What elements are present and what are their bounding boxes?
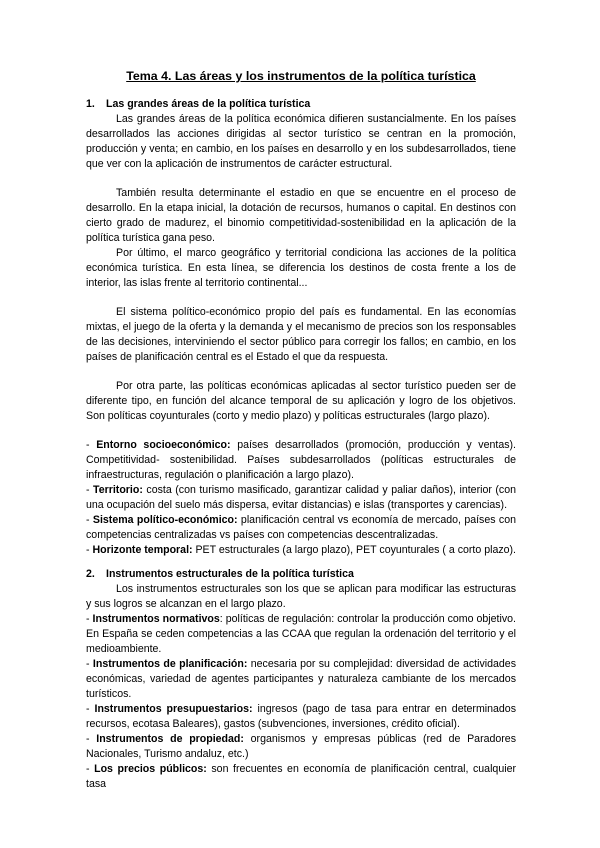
- list-item: - Entorno socioeconómico: países desarrollados (promoción, producción y ventas). Competitividad- sostenibilidad. Países subdesarrollados (políticas estructurales de infraestructuras, regulación o planificación a largo plazo).: [86, 439, 516, 481]
- paragraph-5: Por otra parte, las políticas económicas aplicadas al sector turístico pueden ser de diferente tipo, en función del alcance temporal de su aplicación y logro de los objetivos. Son políticas coyunturales (corto y medio plazo) y políticas estructurales (largo plazo).: [86, 380, 516, 422]
- paragraph-2: También resulta determinante el estadio en que se encuentre en el proceso de desarrollo. En la etapa inicial, la dotación de recursos, humanos o capital. En destinos con cierto grado de madurez, el binomio competitividad-sostenibilidad en la aplicación de la política turística gana peso.: [86, 187, 516, 244]
- paragraph-1: Las grandes áreas de la política económica difieren sustancialmente. En los países desarrollados las acciones dirigidas al sector turístico se centran en la promoción, producción y venta; en cambio, en los países en desarrollo y en los subdesarrollados, tiene que ver con la aplicación de instrumentos de carácter estructural.: [86, 113, 516, 170]
- section-1-number: 1.: [86, 98, 95, 110]
- section-2-heading: [86, 567, 516, 582]
- section-2-number: 2.: [86, 568, 95, 580]
- list-item: - Instrumentos presupuestarios: ingresos (pago de tasa para entrar en determinados recursos, ecotasa Baleares), gastos (subvenciones, inversiones, crédito oficial).: [86, 703, 516, 730]
- section-2-title: Instrumentos estructurales de la política turística: [106, 568, 354, 580]
- list-item: - Instrumentos de planificación: necesaria por su complejidad: diversidad de actividades económicas, variedad de agentes participantes y naturaleza cambiante de los mercados turísticos.: [86, 658, 516, 700]
- section-1-title: Las grandes áreas de la política turística: [106, 98, 311, 110]
- paragraph-4: El sistema político-económico propio del país es fundamental. En las economías mixtas, el juego de la oferta y la demanda y el mecanismo de precios son los responsables de las decisiones, interviniendo el sector público para corregir los fallos; en cambio, en los países de planificación central es el Estado el que da respuesta.: [86, 306, 516, 363]
- paragraph-3: Por último, el marco geográfico y territorial condiciona las acciones de la política económica turística. En esta línea, se diferencia los destinos de costa frente a los de interior, las islas frente al territorio continental...: [86, 247, 516, 289]
- section-2-intro: Los instrumentos estructurales son los que se aplican para modificar las estructuras y sus logros se alcanzan en el largo plazo.: [86, 583, 516, 610]
- list-item: - Los precios públicos: son frecuentes en economía de planificación central, cualquier tasa: [86, 763, 516, 790]
- list-item: - Instrumentos de propiedad: organismos y empresas públicas (red de Paradores Nacionales, Turismo andaluz, etc.): [86, 733, 516, 760]
- list-item: - Instrumentos normativos: políticas de regulación: controlar la producción como objetivo. En España se ceden competencias a las CCAA que regulan la ordenación del territorio y el medioambiente.: [86, 613, 516, 655]
- list-item: - Territorio: costa (con turismo masificado, garantizar calidad y paliar daños), interior (con una ocupación del suelo más dispersa, evitar distancias) e islas (transportes y carencias).: [86, 484, 516, 511]
- list-item: - Horizonte temporal: PET estructurales (a largo plazo), PET coyunturales ( a corto plazo).: [86, 544, 516, 556]
- page-title: Tema 4. Las áreas y los instrumentos de la política turística: [126, 69, 476, 83]
- section-1-heading: [86, 97, 516, 112]
- list-item: - Sistema político-económico: planificación central vs economía de mercado, países con competencias centralizadas vs países con competencias descentralizadas.: [86, 514, 516, 541]
